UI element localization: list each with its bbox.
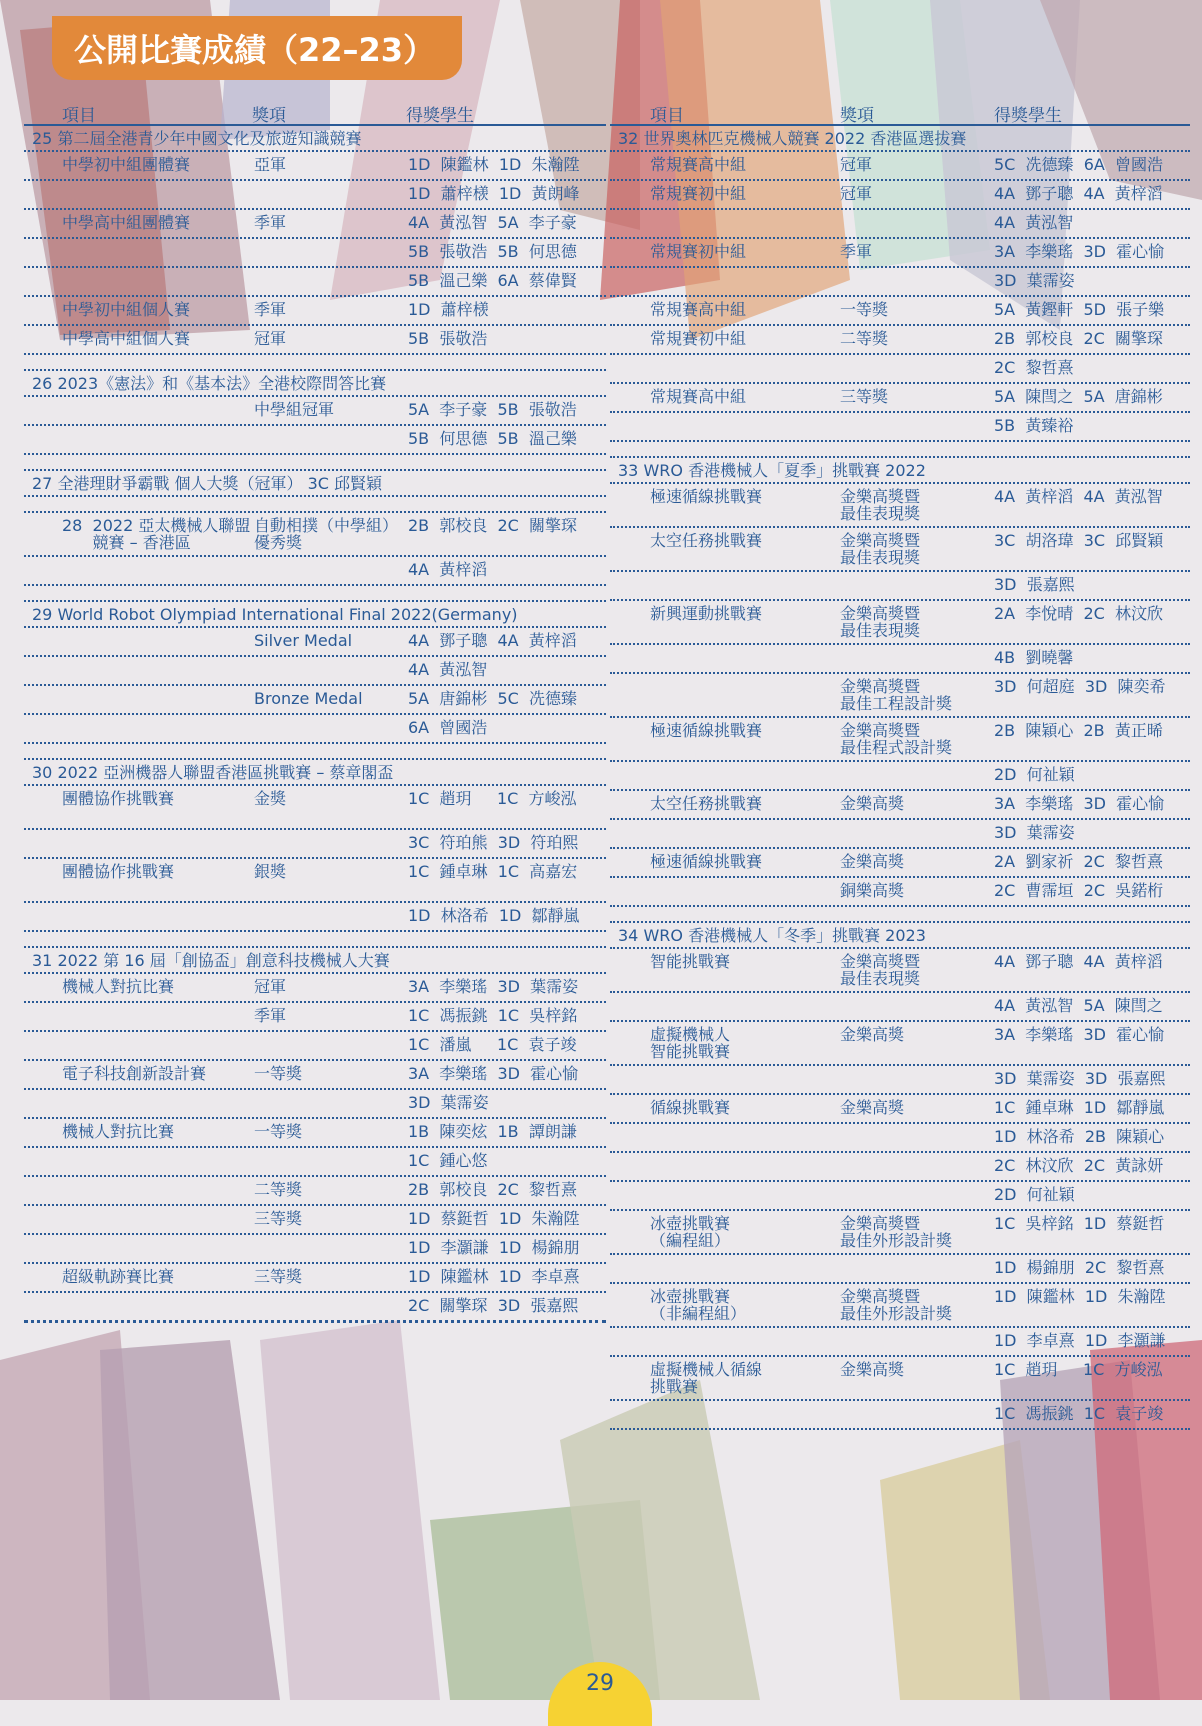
- cell-students: 1D 蕭梓檨: [408, 300, 489, 319]
- table-row: [610, 268, 1190, 297]
- cell-award: 一等獎: [254, 1122, 303, 1141]
- right-table-body: [610, 126, 1190, 1430]
- table-row: [24, 1090, 606, 1119]
- cell-award: 一等獎: [840, 300, 889, 319]
- table-row: [610, 1066, 1190, 1095]
- cell-students: 2B 陳穎心 2B 黃正晞: [994, 721, 1163, 740]
- cell-item: 團體協作挑戰賽: [62, 789, 175, 808]
- table-row: [24, 152, 606, 181]
- cell-award: 冠軍: [254, 977, 287, 996]
- cell-students: 3A 李樂瑤 3D 霍心愉: [994, 794, 1165, 813]
- table-row: [24, 859, 606, 903]
- cell-students: 2B 郭校良 2C 黎哲熹: [408, 1180, 578, 1199]
- table-row: [610, 601, 1190, 645]
- cell-item: 虛擬機械人 智能挑戰賽: [650, 1025, 731, 1061]
- row-spacer: [610, 442, 1190, 458]
- table-row: [610, 181, 1190, 210]
- cell-students: 4A 黃泓智: [408, 660, 488, 679]
- cell-item: 太空任務挑戰賽: [650, 531, 763, 550]
- cell-students: 1C 趙玥 1C 方峻泓: [408, 789, 577, 808]
- section-title: 33 WRO 香港機械人「夏季」挑戰賽 2022: [610, 458, 1190, 484]
- table-row: [24, 1206, 606, 1235]
- cell-students: 1D 林洛希 1D 鄒靜嵐: [408, 906, 580, 925]
- table-row: [24, 1148, 606, 1177]
- table-row: [24, 1061, 606, 1090]
- cell-item: 極速循線挑戰賽: [650, 852, 763, 871]
- cell-award: 金樂高獎暨 最佳表現獎: [840, 531, 921, 567]
- table-row: [24, 297, 606, 326]
- cell-students: 5C 冼德臻 6A 曾國浩: [994, 155, 1163, 174]
- cell-item: 機械人對抗比賽: [62, 977, 175, 996]
- table-row: [24, 397, 606, 426]
- table-row: [610, 762, 1190, 791]
- cell-award: 季軍: [254, 1006, 287, 1025]
- row-spacer: [24, 497, 606, 513]
- cell-students: 5B 黃臻裕: [994, 416, 1074, 435]
- page-title-tab: [52, 16, 462, 80]
- cell-item: 中學初中組團體賽: [62, 155, 191, 174]
- cell-students: 2A 李悅晴 2C 林汶欣: [994, 604, 1163, 623]
- cell-award: 冠軍: [254, 329, 287, 348]
- cell-item: 極速循線挑戰賽: [650, 721, 763, 740]
- table-row: [610, 1124, 1190, 1153]
- cell-award: 季軍: [254, 213, 287, 232]
- cell-item: 常規賽高中組: [650, 387, 747, 406]
- table-row: [610, 645, 1190, 674]
- table-row: [610, 1255, 1190, 1284]
- table-row: [610, 878, 1190, 907]
- header-students: 得獎學生: [994, 106, 1062, 126]
- cell-award: 銅樂高獎: [840, 881, 905, 900]
- cell-item: 常規賽初中組: [650, 184, 747, 203]
- cell-students: 4A 黃泓智 5A 陳閆之: [994, 996, 1163, 1015]
- cell-students: 5A 黃鏗軒 5D 張子樂: [994, 300, 1165, 319]
- cell-item: 常規賽高中組: [650, 155, 747, 174]
- cell-award: 季軍: [840, 242, 873, 261]
- cell-students: 1C 馮振銚 1C 吳梓銘: [408, 1006, 578, 1025]
- cell-students: 3D 葉霈姿 3D 張嘉熙: [994, 1069, 1166, 1088]
- table-row: [24, 210, 606, 239]
- header-students: 得獎學生: [406, 106, 474, 126]
- cell-students: 1D 李卓熹 1D 李灝謙: [994, 1331, 1166, 1350]
- section-title: 31 2022 第 16 屆「創協盃」創意科技機械人大賽: [24, 948, 606, 974]
- table-row: [24, 1235, 606, 1264]
- cell-award: 金樂高獎暨 最佳外形設計獎: [840, 1287, 953, 1323]
- cell-item: 團體協作挑戰賽: [62, 862, 175, 881]
- section-title: 30 2022 亞洲機器人聯盟香港區挑戰賽 – 蔡章閣盃: [24, 760, 606, 786]
- cell-students: 1C 潘嵐 1C 袁子竣: [408, 1035, 577, 1054]
- cell-award: 一等獎: [254, 1064, 303, 1083]
- cell-award: 金樂高獎: [840, 1360, 905, 1379]
- cell-item: 循線挑戰賽: [650, 1098, 731, 1117]
- cell-item: 冰壺挑戰賽 （非編程組）: [650, 1287, 747, 1323]
- cell-students: 1D 蔡鋌哲 1D 朱瀚陞: [408, 1209, 580, 1228]
- cell-item: 常規賽高中組: [650, 300, 747, 319]
- table-row: [610, 993, 1190, 1022]
- header-row-right: [610, 98, 1190, 126]
- cell-students: 4A 黃泓智 5A 李子豪: [408, 213, 577, 232]
- cell-students: 2B 郭校良 2C 關擎琛: [994, 329, 1164, 348]
- table-row: [610, 1328, 1190, 1357]
- table-row: [610, 297, 1190, 326]
- table-row: [610, 1401, 1190, 1430]
- cell-students: 3D 葉霈姿: [994, 823, 1075, 842]
- cell-item: 新興運動挑戰賽: [650, 604, 763, 623]
- cell-students: 2D 何祉穎: [994, 1185, 1075, 1204]
- cell-students: 4A 黃梓滔 4A 黃泓智: [994, 487, 1163, 506]
- cell-students: 5B 何思德 5B 溫己樂: [408, 429, 577, 448]
- table-row: [24, 1293, 606, 1323]
- cell-award: 金樂高獎: [840, 1025, 905, 1044]
- cell-students: 2C 關擎琛 3D 張嘉熙: [408, 1296, 579, 1315]
- cell-item: 冰壺挑戰賽 （編程組）: [650, 1214, 731, 1250]
- cell-students: 4A 黃泓智: [994, 213, 1074, 232]
- cell-item: 電子科技創新設計賽: [62, 1064, 207, 1083]
- cell-students: 3D 葉霈姿: [994, 271, 1075, 290]
- table-row: [24, 657, 606, 686]
- cell-item: 中學初中組個人賽: [62, 300, 191, 319]
- section-title: 26 2023《憲法》和《基本法》全港校際問答比賽: [24, 371, 606, 397]
- cell-award: 冠軍: [840, 155, 873, 174]
- cell-students: 5B 張敬浩: [408, 329, 488, 348]
- cell-students: 5A 李子豪 5B 張敬浩: [408, 400, 577, 419]
- cell-students: 3A 李樂瑤 3D 霍心愉: [994, 242, 1165, 261]
- cell-students: 4A 鄧子聰 4A 黃梓滔: [994, 952, 1163, 971]
- table-row: [610, 1153, 1190, 1182]
- row-spacer: [610, 907, 1190, 923]
- cell-students: 3A 李樂瑤 3D 霍心愉: [994, 1025, 1165, 1044]
- table-row: [610, 1357, 1190, 1401]
- cell-students: 1D 陳鑑林 1D 李卓熹: [408, 1267, 580, 1286]
- table-row: [610, 949, 1190, 993]
- cell-award: 金樂高獎暨 最佳表現獎: [840, 604, 921, 640]
- header-award: 獎項: [840, 106, 874, 126]
- cell-students: 1D 林洛希 2B 陳穎心: [994, 1127, 1165, 1146]
- cell-students: 2C 曹霈垣 2C 吳鍩桁: [994, 881, 1164, 900]
- table-row: [24, 557, 606, 586]
- table-row: [610, 528, 1190, 572]
- table-row: [610, 484, 1190, 528]
- cell-students: 2B 郭校良 2C 關擎琛: [408, 516, 578, 535]
- table-row: [24, 715, 606, 744]
- cell-students: 3C 胡洛瑋 3C 邱賢穎: [994, 531, 1164, 550]
- table-row: [610, 1022, 1190, 1066]
- section-title: 27 全港理財爭霸戰 個人大獎（冠軍） 3C 邱賢穎: [24, 471, 606, 497]
- table-row: [610, 384, 1190, 413]
- cell-item: 虛擬機械人循線 挑戰賽: [650, 1360, 763, 1396]
- cell-item: 超級軌跡賽比賽: [62, 1267, 175, 1286]
- header-row-left: [24, 98, 606, 126]
- table-row: [610, 1211, 1190, 1255]
- cell-item: 28 2022 亞太機械人聯盟 競賽 – 香港區: [62, 516, 251, 552]
- cell-students: 1C 吳梓銘 1D 蔡鋌哲: [994, 1214, 1165, 1233]
- cell-students: 5B 溫己樂 6A 蔡偉賢: [408, 271, 577, 290]
- cell-award: 金樂高獎暨 最佳表現獎: [840, 952, 921, 988]
- cell-item: 常規賽初中組: [650, 329, 747, 348]
- table-row: [610, 820, 1190, 849]
- cell-award: 金獎: [254, 789, 287, 808]
- cell-students: 6A 曾國浩: [408, 718, 488, 737]
- section-title: 25 第二屆全港青少年中國文化及旅遊知識競賽: [24, 126, 606, 152]
- table-row: [610, 239, 1190, 268]
- row-spacer: [24, 932, 606, 948]
- section-title: 32 世界奧林匹克機械人競賽 2022 香港區選拔賽: [610, 126, 1190, 152]
- cell-students: 1C 趙玥 1C 方峻泓: [994, 1360, 1163, 1379]
- cell-award: 金樂高獎暨 最佳表現獎: [840, 487, 921, 523]
- cell-students: 3D 葉霈姿: [408, 1093, 489, 1112]
- cell-item: 極速循線挑戰賽: [650, 487, 763, 506]
- table-row: [24, 786, 606, 830]
- cell-students: 1D 蕭梓檨 1D 黃朗峰: [408, 184, 580, 203]
- cell-item: 機械人對抗比賽: [62, 1122, 175, 1141]
- cell-students: 3A 李樂瑤 3D 霍心愉: [408, 1064, 579, 1083]
- cell-students: 3D 何超庭 3D 陳奕希: [994, 677, 1166, 696]
- table-row: [24, 268, 606, 297]
- cell-award: 亞軍: [254, 155, 287, 174]
- cell-award: 季軍: [254, 300, 287, 319]
- cell-students: 2C 林汶欣 2C 黃詠妍: [994, 1156, 1164, 1175]
- cell-students: 5B 張敬浩 5B 何思德: [408, 242, 577, 261]
- table-row: [24, 326, 606, 355]
- table-row: [24, 181, 606, 210]
- table-row: [610, 152, 1190, 181]
- section-title: 34 WRO 香港機械人「冬季」挑戰賽 2023: [610, 923, 1190, 949]
- cell-students: 1D 楊錦朋 2C 黎哲熹: [994, 1258, 1165, 1277]
- table-row: [24, 513, 606, 557]
- row-spacer: [24, 355, 606, 371]
- cell-award: 金樂高獎: [840, 852, 905, 871]
- cell-award: 金樂高獎暨 最佳工程設計獎: [840, 677, 953, 713]
- cell-students: 3D 張嘉熙: [994, 575, 1075, 594]
- cell-award: Bronze Medal: [254, 689, 363, 708]
- table-row: [610, 674, 1190, 718]
- table-row: [610, 1182, 1190, 1211]
- cell-students: 4B 劉曉馨: [994, 648, 1074, 667]
- cell-students: 1C 鍾卓琳 1C 高嘉宏: [408, 862, 578, 881]
- right-column: [610, 98, 1190, 1430]
- cell-students: 2D 何祉穎: [994, 765, 1075, 784]
- header-award: 獎項: [252, 106, 286, 126]
- cell-students: 4A 鄧子聰 4A 黃梓滔: [408, 631, 577, 650]
- cell-students: 5A 陳閆之 5A 唐錦彬: [994, 387, 1163, 406]
- table-row: [24, 974, 606, 1003]
- page-title: 公開比賽成績（22–23）: [74, 31, 436, 69]
- page-number: 29: [548, 1662, 652, 1726]
- cell-item: 中學高中組團體賽: [62, 213, 191, 232]
- cell-award: 三等獎: [254, 1209, 303, 1228]
- table-row: [610, 413, 1190, 442]
- header-item: 項目: [62, 106, 96, 126]
- cell-students: 4A 黃梓滔: [408, 560, 488, 579]
- table-row: [24, 239, 606, 268]
- table-row: [24, 628, 606, 657]
- table-row: [24, 1264, 606, 1293]
- cell-students: 1D 陳鑑林 1D 朱瀚陞: [994, 1287, 1166, 1306]
- cell-award: 金樂高獎暨 最佳程式設計獎: [840, 721, 953, 757]
- row-spacer: [24, 586, 606, 602]
- header-item: 項目: [650, 106, 684, 126]
- table-row: [24, 686, 606, 715]
- cell-award: 金樂高獎: [840, 794, 905, 813]
- cell-students: 3A 李樂瑤 3D 葉霈姿: [408, 977, 579, 996]
- cell-item: 常規賽初中組: [650, 242, 747, 261]
- section-title: 29 World Robot Olympiad International Final 2022(Germany): [24, 602, 606, 628]
- table-row: [610, 1095, 1190, 1124]
- cell-award: 自動相撲（中學組） 優秀獎: [254, 516, 399, 552]
- cell-item: 中學高中組個人賽: [62, 329, 191, 348]
- cell-award: 冠軍: [840, 184, 873, 203]
- table-row: [610, 210, 1190, 239]
- table-row: [610, 326, 1190, 355]
- cell-students: 5A 唐錦彬 5C 冼德臻: [408, 689, 577, 708]
- cell-students: 2A 劉家祈 2C 黎哲熹: [994, 852, 1163, 871]
- cell-students: 1B 陳奕炫 1B 譚朗謙: [408, 1122, 577, 1141]
- cell-students: 2C 黎哲熹: [994, 358, 1074, 377]
- table-row: [610, 849, 1190, 878]
- cell-item: 智能挑戰賽: [650, 952, 731, 971]
- row-spacer: [24, 744, 606, 760]
- cell-award: 三等獎: [840, 387, 889, 406]
- cell-item: 太空任務挑戰賽: [650, 794, 763, 813]
- cell-award: 三等獎: [254, 1267, 303, 1286]
- cell-students: 3C 符珀熊 3D 符珀熙: [408, 833, 579, 852]
- left-table-body: [24, 126, 606, 1323]
- cell-students: 1C 馮振銚 1C 袁子竣: [994, 1404, 1164, 1423]
- table-row: [24, 1119, 606, 1148]
- cell-award: 二等獎: [840, 329, 889, 348]
- cell-award: Silver Medal: [254, 631, 353, 650]
- cell-students: 1C 鍾卓琳 1D 鄒靜嵐: [994, 1098, 1165, 1117]
- table-row: [610, 355, 1190, 384]
- table-row: [24, 1003, 606, 1032]
- table-row: [24, 426, 606, 455]
- cell-students: 1C 鍾心悠: [408, 1151, 488, 1170]
- cell-students: 4A 鄧子聰 4A 黃梓滔: [994, 184, 1163, 203]
- cell-award: 金樂高獎暨 最佳外形設計獎: [840, 1214, 953, 1250]
- cell-award: 二等獎: [254, 1180, 303, 1199]
- table-row: [24, 903, 606, 932]
- table-row: [610, 1284, 1190, 1328]
- cell-award: 銀獎: [254, 862, 287, 881]
- table-row: [610, 791, 1190, 820]
- left-column: [24, 98, 606, 1323]
- table-row: [24, 830, 606, 859]
- cell-award: 金樂高獎: [840, 1098, 905, 1117]
- cell-students: 1D 李灝謙 1D 楊錦朋: [408, 1238, 580, 1257]
- cell-students: 1D 陳鑑林 1D 朱瀚陞: [408, 155, 580, 174]
- cell-award: 中學組冠軍: [254, 400, 335, 419]
- table-row: [610, 718, 1190, 762]
- table-row: [610, 572, 1190, 601]
- row-spacer: [24, 455, 606, 471]
- table-row: [24, 1032, 606, 1061]
- table-row: [24, 1177, 606, 1206]
